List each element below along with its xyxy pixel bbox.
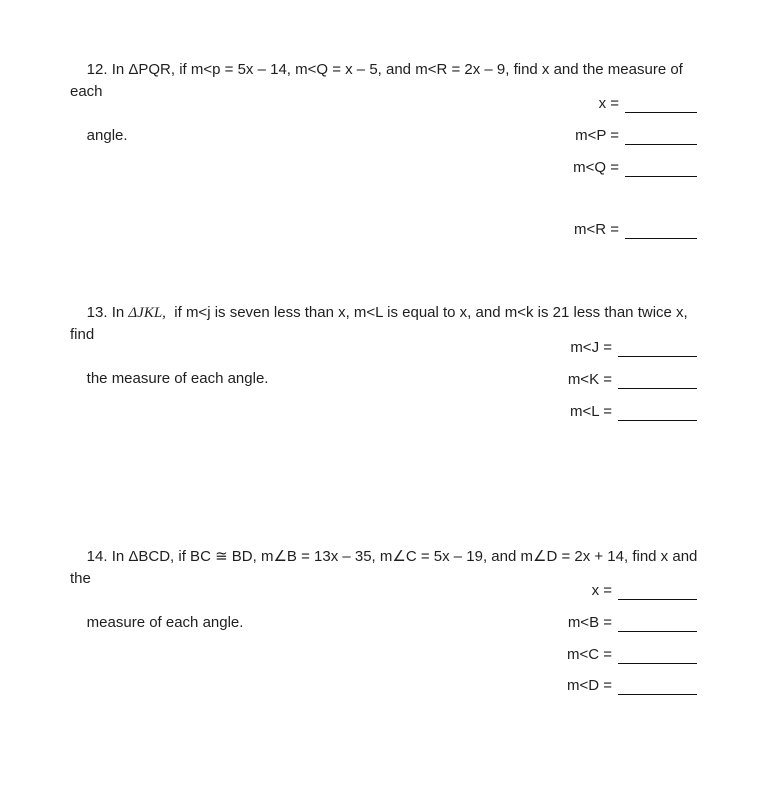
answer-label-mK: m<K = bbox=[567, 371, 612, 388]
answer-label-mB: m<B = bbox=[567, 614, 612, 631]
problem-13-line1-post: if m<j is seven less than x, m<L is equal to x, and m<k is 21 less than twice x, find bbox=[70, 304, 692, 343]
problem-13-triangle-name: ΔJKL, bbox=[128, 305, 166, 321]
answer-row-12-mQ bbox=[573, 158, 697, 177]
problem-13-line2: the measure of each angle. bbox=[86, 370, 269, 387]
answer-row-13-mJ bbox=[570, 338, 697, 357]
answer-row-14-mC bbox=[567, 645, 697, 664]
answer-label-mQ: m<Q = bbox=[573, 159, 619, 176]
answer-blank-mP bbox=[625, 127, 697, 145]
answer-label-mD: m<D = bbox=[566, 677, 612, 694]
answer-blank-mR bbox=[625, 221, 697, 239]
answer-row-12-mR bbox=[574, 220, 697, 239]
problem-13-line1-pre: 13. In bbox=[86, 304, 129, 321]
answer-label-mL: m<L = bbox=[570, 403, 612, 420]
answer-blank-mJ bbox=[618, 339, 697, 357]
answer-row-12-x bbox=[599, 94, 697, 113]
problem-12-line2: angle. bbox=[86, 127, 128, 144]
problem-14-line1: 14. In ΔBCD, if BC ≅ BD, m∠B = 13x – 35, m∠C = 5x – 19, and m∠D = 2x + 14, find x and the bbox=[70, 548, 702, 587]
answer-blank-x bbox=[625, 95, 697, 113]
answer-blank-mK bbox=[618, 371, 697, 389]
answer-blank-mQ bbox=[625, 159, 697, 177]
answer-label-mP: m<P = bbox=[575, 127, 619, 144]
answer-row-12-mP bbox=[575, 126, 697, 145]
answer-blank-mB bbox=[618, 614, 697, 632]
answer-label-x: x = bbox=[598, 95, 619, 112]
answer-label-mC: m<C = bbox=[566, 646, 612, 663]
answer-row-14-mB bbox=[568, 613, 697, 632]
answer-blank-mL bbox=[618, 403, 697, 421]
answer-row-13-mK bbox=[568, 370, 697, 389]
answer-row-13-mL bbox=[570, 402, 697, 421]
answer-row-14-x bbox=[592, 581, 697, 600]
answer-blank-mD bbox=[618, 677, 697, 695]
answer-blank-x14 bbox=[618, 582, 697, 600]
answer-label-x14: x = bbox=[591, 582, 612, 599]
answer-blank-mC bbox=[618, 646, 697, 664]
answer-row-14-mD bbox=[567, 676, 697, 695]
answer-label-mJ: m<J = bbox=[570, 339, 612, 356]
problem-12-line1: 12. In ΔPQR, if m<p = 5x – 14, m<Q = x – 5, and m<R = 2x – 9, find x and the measure of each bbox=[70, 61, 688, 100]
answer-label-mR: m<R = bbox=[573, 221, 619, 238]
problem-14-line2: measure of each angle. bbox=[86, 614, 244, 631]
